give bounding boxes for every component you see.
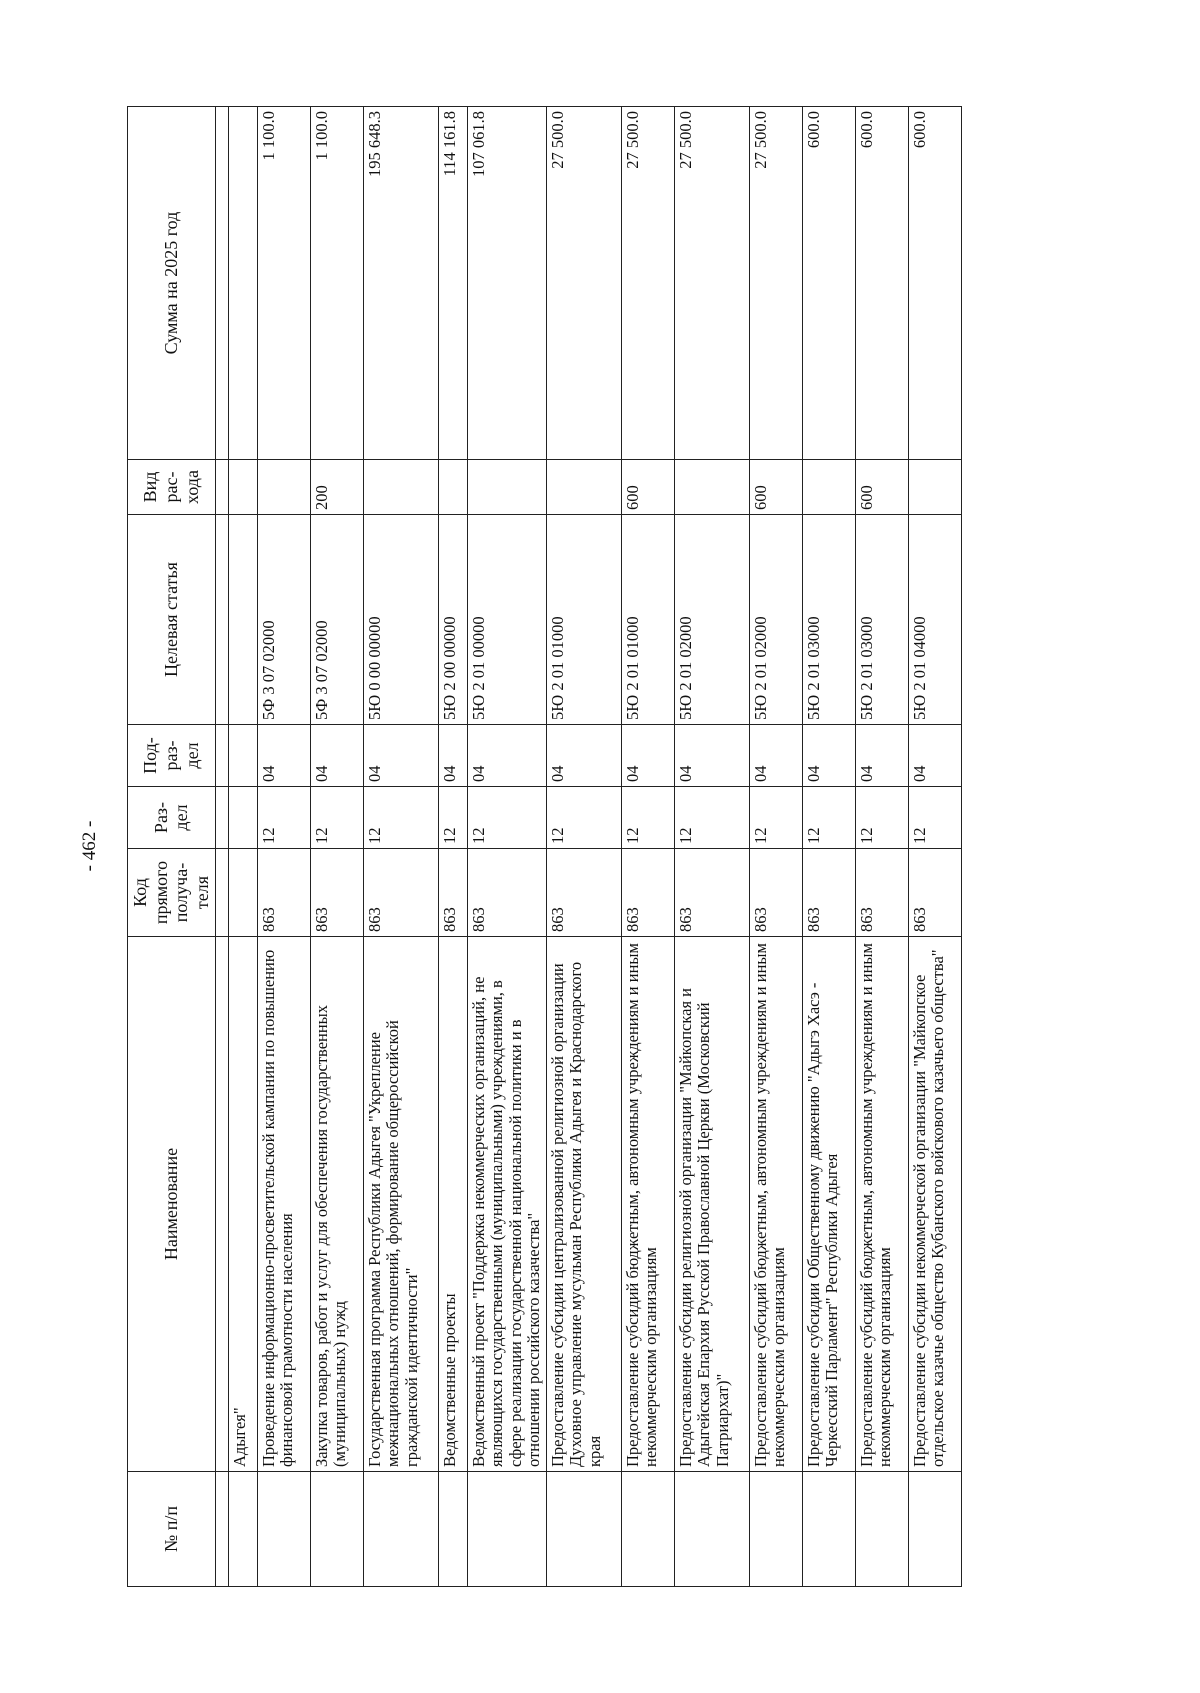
page-number-text: - 462 - (79, 820, 100, 872)
cell-target: 5Ю 2 01 04000 (908, 515, 961, 725)
cell-num (674, 1472, 749, 1587)
cell-subsection: 04 (257, 725, 310, 787)
cell-recipient: 863 (546, 849, 621, 937)
header-section: Раз-дел (128, 787, 216, 849)
cell-amount (228, 107, 257, 460)
cell-target: 5Ю 2 01 01000 (621, 515, 674, 725)
cell-recipient: 863 (438, 849, 467, 937)
cell-expense: 600 (855, 460, 908, 515)
cell-recipient: 863 (908, 849, 961, 937)
cell-target: 5Ю 2 01 02000 (674, 515, 749, 725)
cell-recipient: 863 (467, 849, 546, 937)
cell-subsection: 04 (467, 725, 546, 787)
table-row (749, 107, 802, 1587)
cell-recipient: 863 (674, 849, 749, 937)
table-row (228, 107, 257, 1587)
cell-amount: 600.0 (802, 107, 855, 460)
spacer-row (215, 107, 228, 1587)
cell-recipient: 863 (855, 849, 908, 937)
table-row (438, 107, 467, 1587)
header-name: Наименование (128, 937, 216, 1472)
table-row (546, 107, 621, 1587)
cell-section: 12 (802, 787, 855, 849)
cell-section: 12 (310, 787, 363, 849)
cell-amount: 600.0 (908, 107, 961, 460)
cell-section: 12 (855, 787, 908, 849)
cell-expense: 200 (310, 460, 363, 515)
cell-subsection: 04 (621, 725, 674, 787)
table-row (310, 107, 363, 1587)
cell-num (310, 1472, 363, 1587)
cell-name: Предоставление субсидии централизованной религиозной организации Духовное управление мусульман Республики Адыгея и Краснодарского края (546, 937, 621, 1472)
cell-subsection: 04 (438, 725, 467, 787)
cell-section: 12 (749, 787, 802, 849)
cell-amount: 27 500.0 (674, 107, 749, 460)
cell-subsection: 04 (674, 725, 749, 787)
cell-amount: 27 500.0 (546, 107, 621, 460)
cell-name: Закупка товаров, работ и услуг для обеспечения государственных (муниципальных) нужд (310, 937, 363, 1472)
cell-name: Предоставление субсидии некоммерческой организации "Майкопское отдельское казачье общество Кубанского войскового казачьего общества" (908, 937, 961, 1472)
header-recipient: Код прямого получа-теля (128, 849, 216, 937)
cell-target: 5Ф 3 07 02000 (257, 515, 310, 725)
cell-num (438, 1472, 467, 1587)
cell-target: 5Ю 2 01 00000 (467, 515, 546, 725)
cell-num (467, 1472, 546, 1587)
cell-expense (438, 460, 467, 515)
cell-amount: 195 648.3 (363, 107, 438, 460)
cell-target: 5Ю 2 01 01000 (546, 515, 621, 725)
cell-recipient (228, 849, 257, 937)
cell-recipient: 863 (802, 849, 855, 937)
cell-section: 12 (621, 787, 674, 849)
cell-amount: 27 500.0 (621, 107, 674, 460)
cell-section: 12 (674, 787, 749, 849)
header-subsection: Под-раз-дел (128, 725, 216, 787)
cell-expense: 600 (621, 460, 674, 515)
cell-expense (228, 460, 257, 515)
cell-amount: 27 500.0 (749, 107, 802, 460)
cell-num (546, 1472, 621, 1587)
table-row (802, 107, 855, 1587)
table-row (621, 107, 674, 1587)
cell-expense (467, 460, 546, 515)
cell-section: 12 (546, 787, 621, 849)
cell-num (802, 1472, 855, 1587)
cell-target: 5Ю 2 01 03000 (802, 515, 855, 725)
cell-name: Предоставление субсидии Общественному движению "Адыгэ Хасэ - Черкесский Парламент" Республики Адыгея (802, 937, 855, 1472)
cell-name: Предоставление субсидий бюджетным, автономным учреждениям и иным некоммерческим организациям (621, 937, 674, 1472)
cell-expense (257, 460, 310, 515)
cell-recipient: 863 (749, 849, 802, 937)
cell-subsection: 04 (310, 725, 363, 787)
cell-name: Предоставление субсидий бюджетным, автономным учреждениям и иным некоммерческим организациям (749, 937, 802, 1472)
cell-expense (674, 460, 749, 515)
cell-target: 5Ф 3 07 02000 (310, 515, 363, 725)
table-row (855, 107, 908, 1587)
cell-name: Предоставление субсидии религиозной организации "Майкопская и Адыгейская Епархия Русской Православной Церкви (Московский Патриархат)" (674, 937, 749, 1472)
cell-subsection: 04 (363, 725, 438, 787)
cell-target: 5Ю 2 01 02000 (749, 515, 802, 725)
cell-section: 12 (467, 787, 546, 849)
cell-num (908, 1472, 961, 1587)
cell-target: 5Ю 2 01 03000 (855, 515, 908, 725)
cell-expense: 600 (749, 460, 802, 515)
cell-section: 12 (257, 787, 310, 849)
cell-expense (908, 460, 961, 515)
cell-subsection: 04 (802, 725, 855, 787)
table-row (257, 107, 310, 1587)
cell-target: 5Ю 2 00 00000 (438, 515, 467, 725)
table-row (674, 107, 749, 1587)
cell-amount: 107 061.8 (467, 107, 546, 460)
table-row (363, 107, 438, 1587)
cell-section: 12 (908, 787, 961, 849)
rotated-table-container (127, 107, 1127, 1587)
cell-target: 5Ю 0 00 00000 (363, 515, 438, 725)
cell-subsection (228, 725, 257, 787)
cell-subsection: 04 (855, 725, 908, 787)
header-amount: Сумма на 2025 год (128, 107, 216, 460)
budget-table (127, 106, 962, 1587)
cell-expense (546, 460, 621, 515)
cell-recipient: 863 (257, 849, 310, 937)
header-target: Целевая статья (128, 515, 216, 725)
cell-expense (363, 460, 438, 515)
cell-target (228, 515, 257, 725)
cell-subsection: 04 (749, 725, 802, 787)
table-row (467, 107, 546, 1587)
cell-amount: 114 161.8 (438, 107, 467, 460)
cell-recipient: 863 (363, 849, 438, 937)
cell-recipient: 863 (310, 849, 363, 937)
cell-num (855, 1472, 908, 1587)
table-row (908, 107, 961, 1587)
cell-name: Адыгея" (228, 937, 257, 1472)
cell-name: Предоставление субсидий бюджетным, автономным учреждениям и иным некоммерческим организациям (855, 937, 908, 1472)
cell-amount: 1 100.0 (257, 107, 310, 460)
cell-num (621, 1472, 674, 1587)
cell-name: Ведомственный проект "Поддержка некоммерческих организаций, не являющихся государственными (муниципальными) учреждениями, в сфере реализации государственной национальной политики и в отношении российского казачества" (467, 937, 546, 1472)
cell-section: 12 (438, 787, 467, 849)
cell-num (749, 1472, 802, 1587)
cell-subsection: 04 (546, 725, 621, 787)
cell-name: Государственная программа Республики Адыгея "Укрепление межнациональных отношений, формирование общероссийской гражданской идентичности" (363, 937, 438, 1472)
cell-num (257, 1472, 310, 1587)
cell-section: 12 (363, 787, 438, 849)
cell-num (363, 1472, 438, 1587)
cell-name: Проведение информационно-просветительской кампании по повышению финансовой грамотности населения (257, 937, 310, 1472)
cell-recipient: 863 (621, 849, 674, 937)
cell-name: Ведомственные проекты (438, 937, 467, 1472)
header-num: № п/п (128, 1472, 216, 1587)
header-row (128, 107, 216, 1587)
cell-subsection: 04 (908, 725, 961, 787)
cell-section (228, 787, 257, 849)
cell-amount: 600.0 (855, 107, 908, 460)
cell-amount: 1 100.0 (310, 107, 363, 460)
cell-expense (802, 460, 855, 515)
header-expense: Вид рас-хода (128, 460, 216, 515)
cell-num (228, 1472, 257, 1587)
